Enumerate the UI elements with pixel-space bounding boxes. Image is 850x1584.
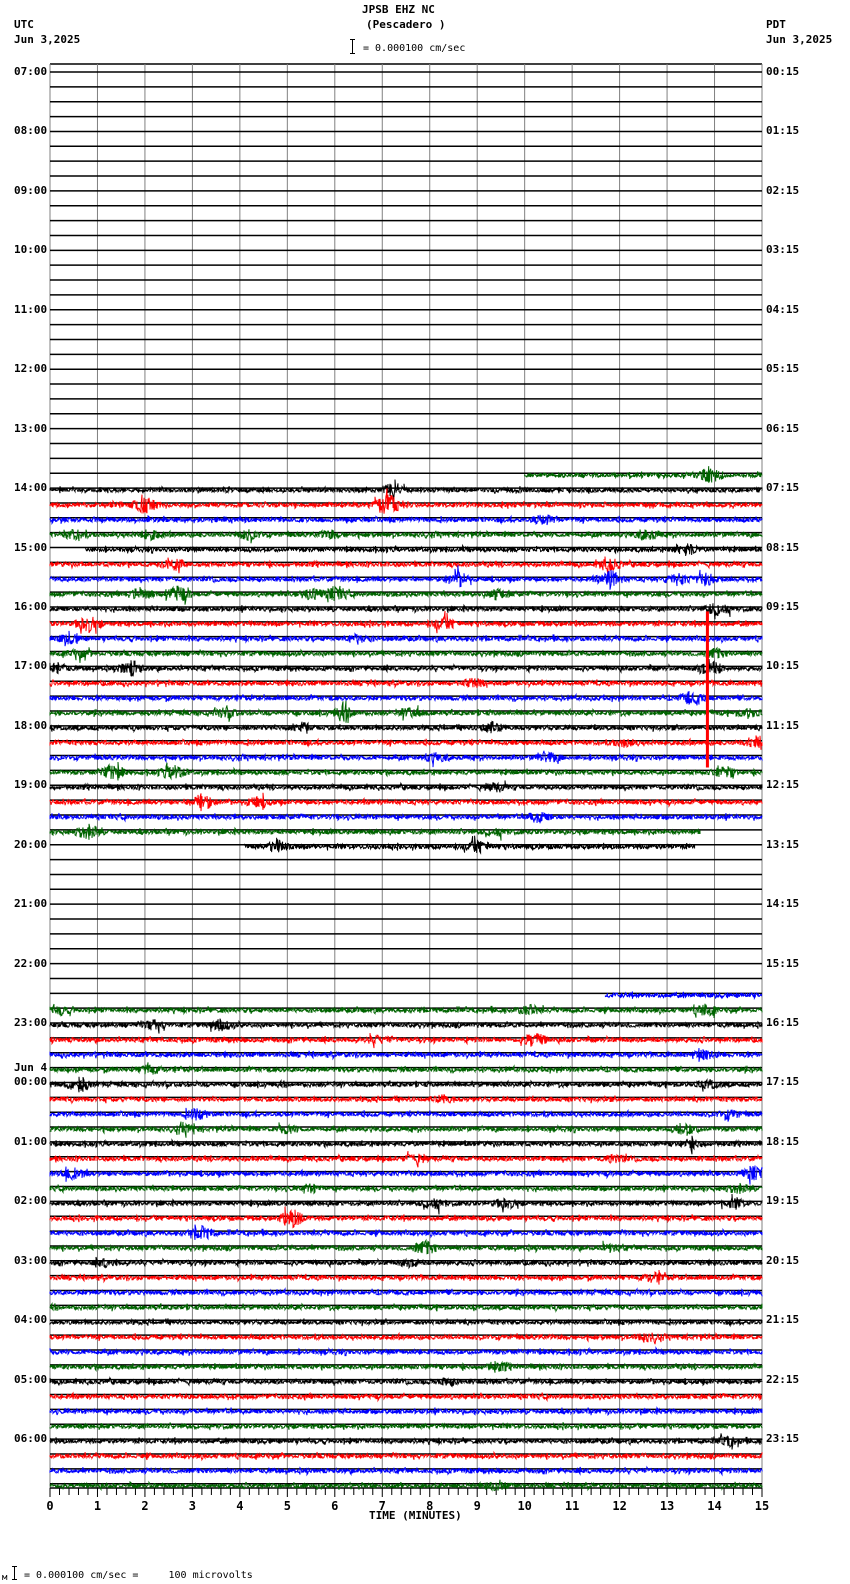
- right-date: Jun 3,2025: [766, 33, 833, 46]
- x-tick-label: 5: [283, 1499, 291, 1513]
- seismic-trace: [50, 721, 762, 733]
- utc-time-label: 18:00: [14, 718, 48, 732]
- pdt-time-label: 11:15: [766, 718, 800, 732]
- x-tick-label: 7: [378, 1499, 386, 1513]
- seismic-trace: [50, 1108, 762, 1122]
- utc-time-label: 00:00: [14, 1075, 48, 1089]
- pdt-time-label: 04:15: [766, 302, 800, 316]
- scale-label: = 0.000100 cm/sec: [363, 43, 466, 54]
- seismic-trace: [50, 1393, 762, 1401]
- seismic-trace: [50, 1166, 762, 1185]
- seismic-trace: [50, 1480, 762, 1491]
- footer-prefix: м: [2, 1573, 8, 1583]
- pdt-time-label: 22:15: [766, 1372, 800, 1386]
- seismic-trace: [50, 1048, 762, 1062]
- seismic-trace: [50, 1151, 762, 1167]
- x-tick-label: 9: [473, 1499, 481, 1513]
- utc-time-label: 17:00: [14, 659, 48, 673]
- pdt-time-label: 21:15: [766, 1313, 800, 1327]
- pdt-time-label: 02:15: [766, 183, 800, 197]
- seismic-trace: [50, 701, 762, 723]
- utc-time-label: 12:00: [14, 362, 48, 376]
- pdt-time-label: 07:15: [766, 481, 800, 495]
- x-tick-label: 1: [93, 1499, 102, 1513]
- seismic-trace: [50, 529, 762, 543]
- utc-time-label: 05:00: [14, 1372, 48, 1386]
- footer-scale-bar-icon: [14, 1566, 15, 1580]
- pdt-time-label: 23:15: [766, 1432, 800, 1446]
- utc-time-label: 09:00: [14, 183, 48, 197]
- seismic-trace: [50, 1183, 762, 1194]
- seismic-trace: [50, 659, 762, 676]
- pdt-time-label: 16:15: [766, 1016, 800, 1030]
- seismic-trace: [50, 812, 762, 823]
- seismic-trace: [50, 1004, 762, 1018]
- pdt-time-label: 00:15: [766, 65, 800, 78]
- x-tick-label: 10: [517, 1499, 532, 1513]
- seismic-trace: [50, 1033, 762, 1048]
- x-tick-label: 6: [331, 1499, 339, 1513]
- pdt-time-label: 20:15: [766, 1253, 800, 1267]
- pdt-time-label: 12:15: [766, 778, 800, 792]
- seismic-trace: [50, 1433, 762, 1449]
- pdt-time-label: 17:15: [766, 1075, 800, 1089]
- footer-scale-note: = 0.000100 cm/sec = 100 microvolts: [24, 1570, 253, 1581]
- x-tick-label: 11: [564, 1499, 580, 1513]
- date-change-label: Jun 4: [14, 1061, 48, 1075]
- seismic-trace: [50, 586, 762, 605]
- seismic-trace: [50, 751, 762, 767]
- x-tick-label: 12: [612, 1499, 627, 1513]
- utc-time-label: 08:00: [14, 124, 48, 138]
- seismic-trace: [50, 1122, 762, 1138]
- seismic-trace: [50, 1303, 762, 1311]
- seismic-trace: [50, 1361, 762, 1373]
- seismic-trace: [50, 480, 762, 502]
- x-tick-label: 15: [754, 1499, 770, 1513]
- seismic-trace: [50, 1225, 762, 1240]
- pdt-time-label: 18:15: [766, 1134, 800, 1148]
- utc-time-label: 21:00: [14, 897, 48, 911]
- left-timezone: UTC: [14, 18, 34, 31]
- seismic-trace: [50, 736, 762, 750]
- seismic-trace: [50, 793, 762, 811]
- utc-time-label: 11:00: [14, 302, 48, 316]
- utc-time-label: 03:00: [14, 1253, 48, 1267]
- seismic-trace: [50, 1062, 762, 1074]
- seismic-trace: [525, 466, 762, 483]
- seismic-trace: [86, 543, 762, 556]
- x-tick-label: 14: [707, 1499, 722, 1513]
- seismic-trace: [50, 557, 762, 576]
- seismic-trace: [50, 1194, 762, 1215]
- seismic-trace: [50, 1452, 762, 1460]
- seismic-trace: [50, 762, 762, 781]
- pdt-time-label: 05:15: [766, 362, 800, 376]
- utc-time-label: 13:00: [14, 421, 48, 435]
- x-tick-label: 2: [141, 1499, 149, 1513]
- station-title: JPSB EHZ NC: [362, 3, 435, 16]
- seismic-trace: [50, 678, 762, 688]
- seismic-trace: [50, 603, 762, 619]
- pdt-time-label: 08:15: [766, 540, 800, 554]
- seismic-trace: [50, 1019, 762, 1034]
- station-location: (Pescadero ): [366, 18, 446, 31]
- pdt-time-label: 19:15: [766, 1194, 800, 1208]
- pdt-time-label: 06:15: [766, 421, 800, 435]
- pdt-time-label: 09:15: [766, 599, 800, 613]
- seismic-trace: [50, 1257, 762, 1268]
- utc-time-label: 22:00: [14, 956, 48, 970]
- x-tick-label: 4: [236, 1499, 244, 1513]
- seismic-trace: [50, 1207, 762, 1228]
- utc-time-label: 07:00: [14, 65, 48, 78]
- utc-time-label: 01:00: [14, 1134, 48, 1148]
- pdt-time-label: 13:15: [766, 837, 800, 851]
- x-axis-title: TIME (MINUTES): [369, 1509, 462, 1522]
- utc-time-label: 14:00: [14, 481, 48, 495]
- x-tick-label: 3: [188, 1499, 197, 1513]
- x-tick-label: 8: [426, 1499, 434, 1513]
- utc-time-label: 06:00: [14, 1432, 48, 1446]
- seismic-trace: [50, 1136, 762, 1155]
- pdt-time-label: 15:15: [766, 956, 800, 970]
- pdt-time-label: 03:15: [766, 243, 800, 257]
- seismic-trace: [50, 1270, 762, 1285]
- seismic-trace: [50, 1422, 762, 1430]
- seismic-trace: [50, 631, 762, 646]
- utc-time-label: 04:00: [14, 1313, 48, 1327]
- seismic-trace: [50, 1094, 762, 1103]
- right-timezone: PDT: [766, 18, 786, 31]
- utc-time-label: 15:00: [14, 540, 48, 554]
- utc-time-label: 20:00: [14, 837, 48, 851]
- seismic-trace: [50, 1077, 762, 1093]
- utc-time-label: 23:00: [14, 1016, 48, 1030]
- seismic-trace: [50, 1240, 762, 1253]
- pdt-time-label: 10:15: [766, 659, 800, 673]
- utc-time-label: 16:00: [14, 599, 48, 613]
- x-tick-label: 0: [46, 1499, 54, 1513]
- seismic-trace: [50, 781, 762, 793]
- utc-time-label: 10:00: [14, 243, 48, 257]
- seismic-trace: [50, 515, 762, 525]
- seismic-trace: [50, 824, 700, 841]
- left-date: Jun 3,2025: [14, 33, 81, 46]
- pdt-time-label: 01:15: [766, 124, 800, 138]
- x-tick-label: 13: [659, 1499, 675, 1513]
- pdt-time-label: 14:15: [766, 897, 800, 911]
- utc-time-label: 02:00: [14, 1194, 48, 1208]
- seismic-trace: [50, 1348, 762, 1356]
- utc-time-label: 19:00: [14, 778, 48, 792]
- seismic-trace: [50, 647, 762, 663]
- seismic-trace: [50, 692, 762, 706]
